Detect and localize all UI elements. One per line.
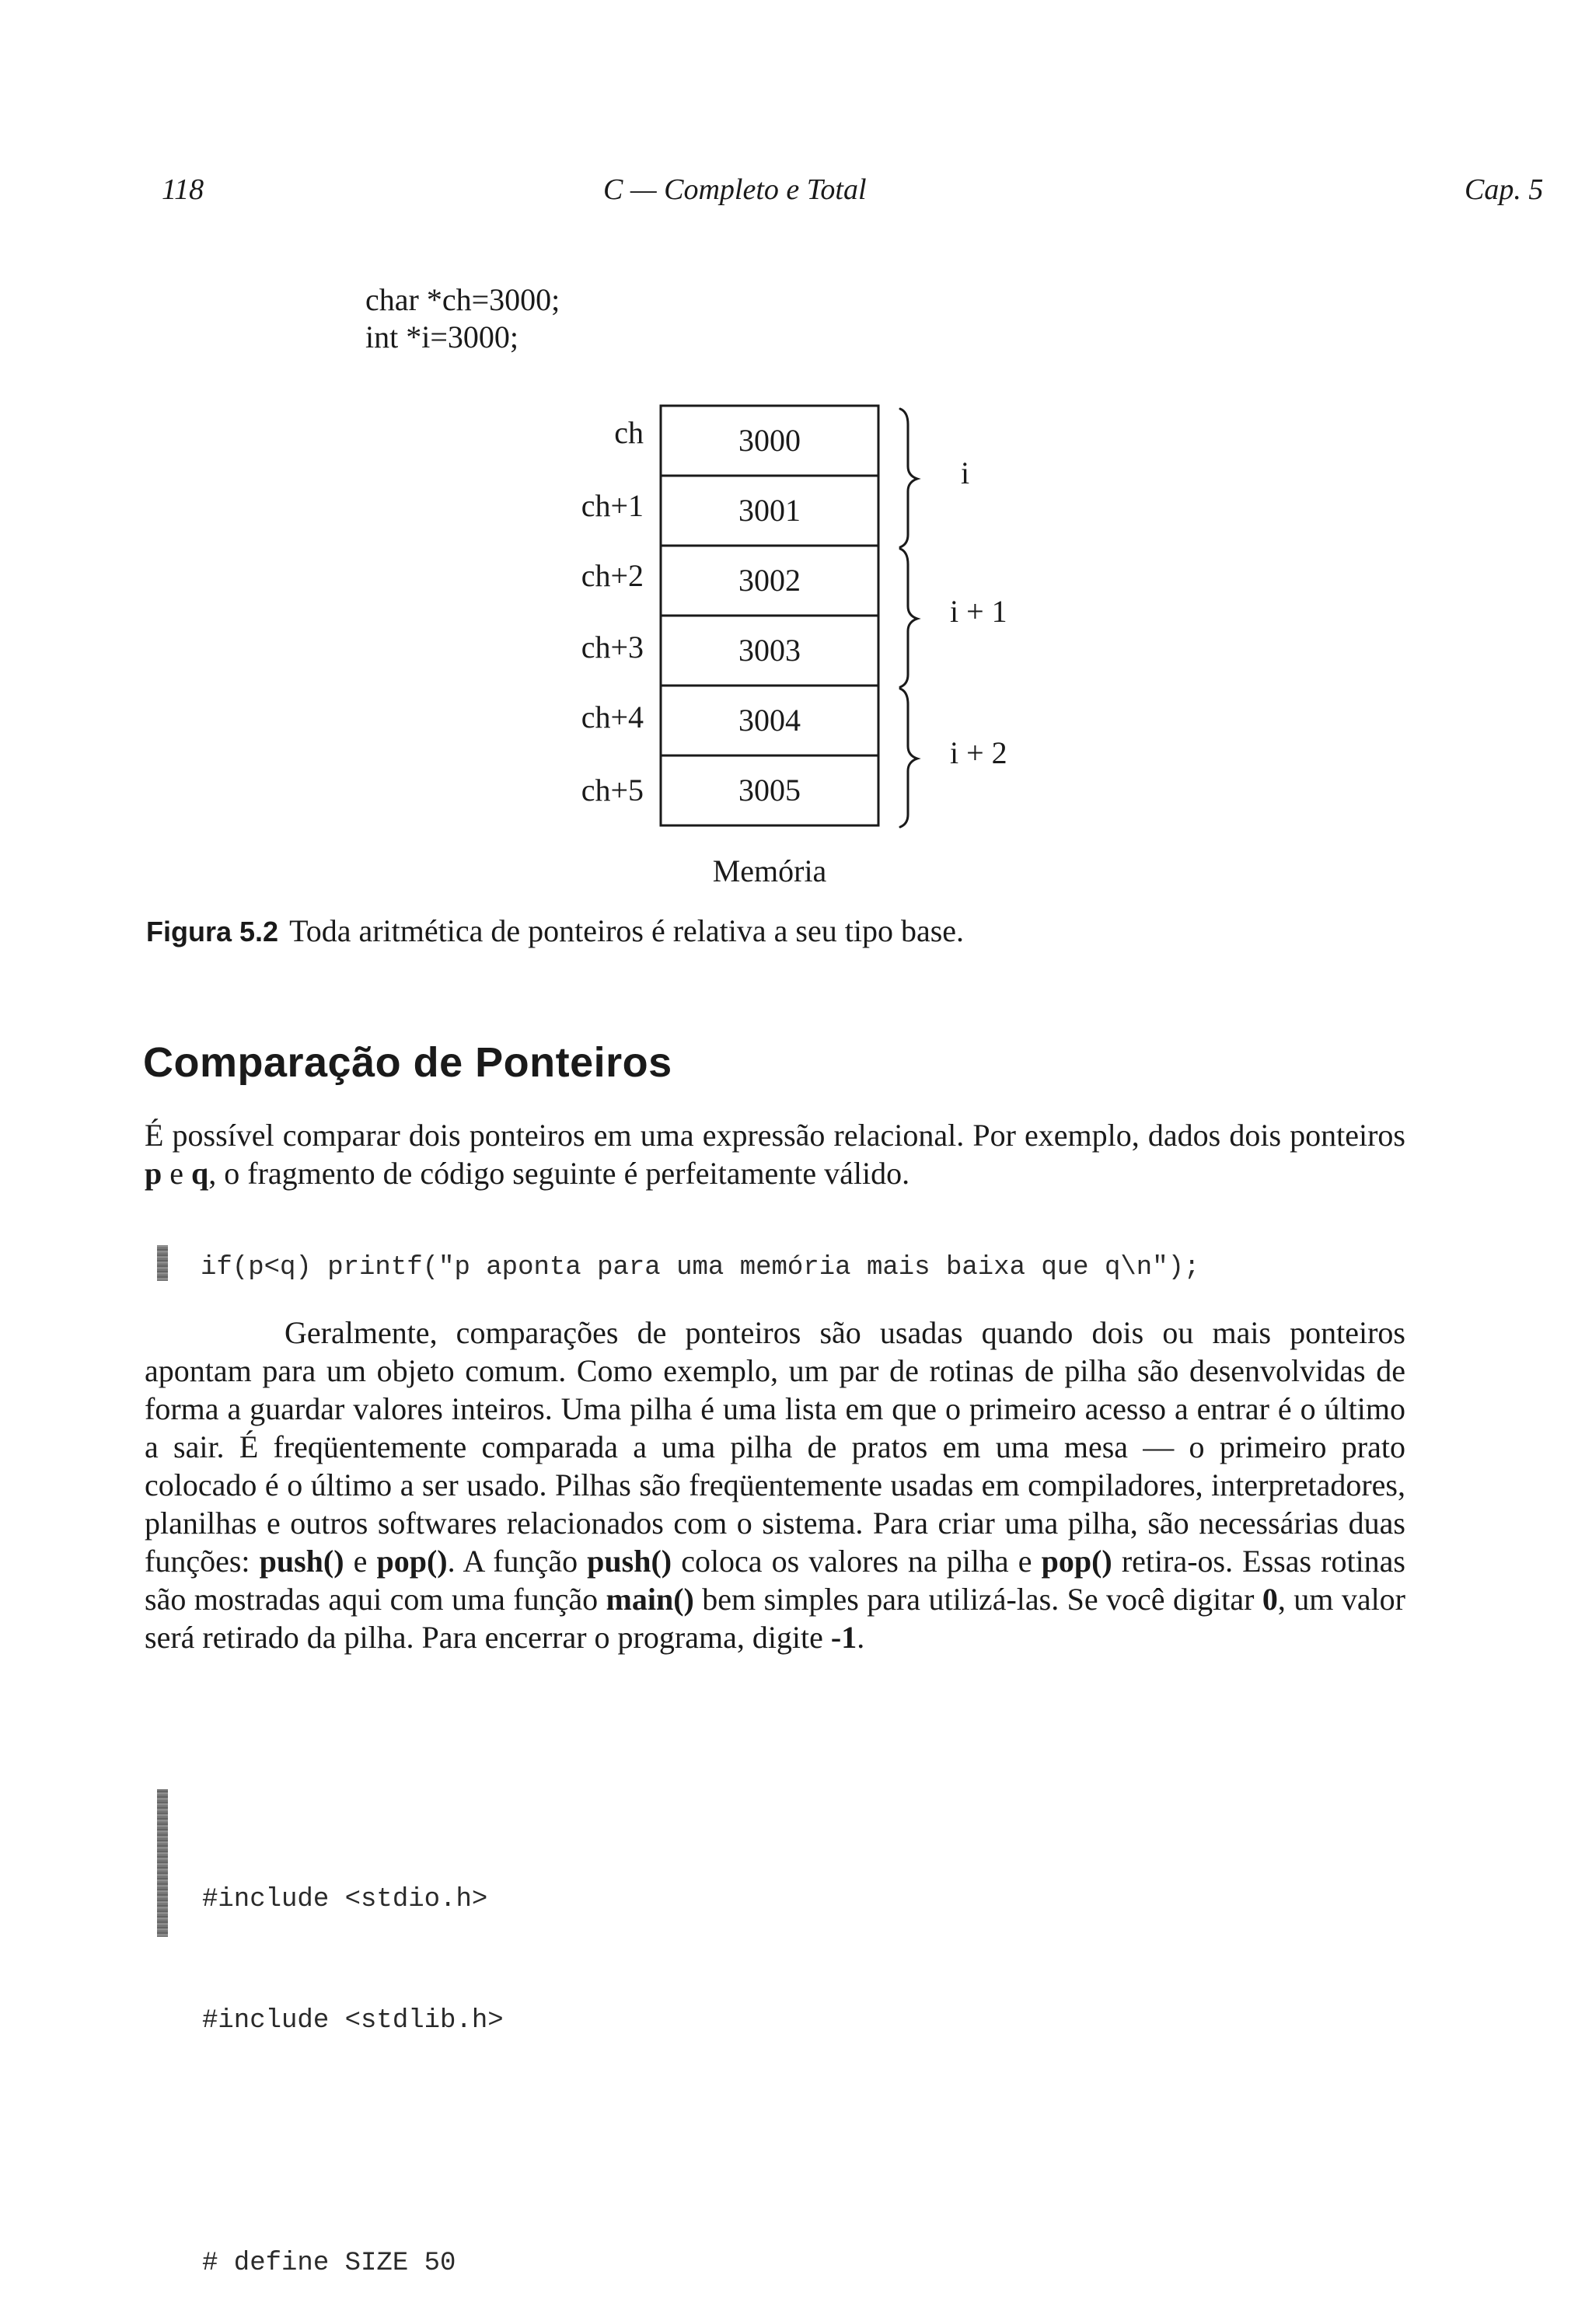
figure-number: Figura 5.2	[146, 916, 279, 947]
text-run: retira-os. Essas rotinas são mostradas aqui com uma função	[145, 1544, 1406, 1617]
text-run: coloca os valores na pilha e	[672, 1544, 1042, 1579]
cell-value: 3001	[738, 493, 801, 528]
row-label: ch+3	[581, 630, 644, 665]
memory-cells	[661, 406, 878, 825]
section-title: Comparação de Ponteiros	[143, 1039, 672, 1086]
group-label: i + 1	[950, 594, 1007, 629]
bold-term: 0	[1262, 1582, 1278, 1617]
code-marker	[157, 1245, 168, 1281]
text-run: , o fragmento de código seguinte é perfeitamente válido.	[208, 1156, 910, 1191]
code-line: # define SIZE 50	[202, 2249, 456, 2278]
brace-mark	[900, 549, 917, 687]
code-line: #include <stdio.h>	[202, 1885, 488, 1914]
bold-term: pop()	[1041, 1544, 1112, 1579]
text-run: e	[344, 1544, 377, 1579]
text-run: É possível comparar dois ponteiros em uma expressão relacional. Por exemplo, dados dois ponteiros	[145, 1118, 1405, 1153]
code-line	[202, 2122, 504, 2162]
brace-mark	[900, 689, 917, 827]
code-marker	[157, 1789, 168, 1937]
figure-caption-text: Toda aritmética de ponteiros é relativa a seu tipo base.	[289, 913, 965, 948]
running-header	[0, 173, 1592, 219]
cell-value: 3000	[738, 423, 801, 458]
text-run: e	[162, 1156, 192, 1191]
bold-term: main()	[606, 1582, 694, 1617]
memory-cell	[661, 616, 878, 686]
book-title: C — Completo e Total	[603, 173, 867, 206]
text-run: . A função	[447, 1544, 588, 1579]
row-label: ch+4	[581, 700, 644, 735]
memory-cell	[661, 546, 878, 616]
code-listing	[202, 1799, 504, 2324]
row-label: ch+1	[581, 488, 644, 523]
row-label: ch+2	[581, 558, 644, 593]
memory-cell	[661, 686, 878, 755]
memory-diagram	[0, 0, 1592, 902]
bold-term: push()	[587, 1544, 672, 1579]
cell-value: 3005	[738, 773, 801, 808]
memory-cell	[661, 476, 878, 546]
memory-label: Memória	[712, 853, 827, 888]
figure-caption	[146, 913, 964, 949]
group-label: i	[961, 455, 970, 490]
text-run: Geralmente, comparações de ponteiros são usadas quando dois ou mais ponteiros apontam para um objeto comum. Como exemplo, um par de rotinas de pilha são desenvolvidas de forma a guardar valores inteiros. Uma pilha é uma lista em que o primeiro acesso a entrar é o último a sair. É freqüentemente comparada a uma pilha de pratos em uma mesa — o primeiro prato colocado é o último a ser usado. Pilhas são freqüentemente usadas em compiladores, interpretadores, planilhas e outros softwares relacionados com o sistema. Para criar uma pilha, são necessárias duas funções:	[145, 1315, 1405, 1579]
paragraph	[145, 1116, 1405, 1192]
text-run: , um valor será retirado da pilha. Para encerrar o programa, digite	[145, 1582, 1406, 1655]
bold-term: push()	[259, 1544, 344, 1579]
row-label: ch+5	[581, 773, 644, 808]
group-label: i + 2	[950, 735, 1007, 770]
memory-cell	[661, 406, 878, 476]
brace-marks	[900, 409, 917, 827]
bold-term: -1	[830, 1620, 857, 1655]
page-number: 118	[162, 173, 204, 206]
pointer-declarations	[365, 281, 560, 356]
declaration-line: int *i=3000;	[365, 319, 519, 354]
declaration-line: char *ch=3000;	[365, 282, 560, 317]
code-line: #include <stdlib.h>	[202, 2006, 504, 2036]
bold-term: q	[191, 1156, 209, 1191]
paragraph	[145, 1314, 1405, 1656]
text-run: bem simples para utilizá-las. Se você digitar	[693, 1582, 1262, 1617]
cell-value: 3002	[738, 563, 801, 598]
text-run: .	[857, 1620, 865, 1655]
chapter-label: Cap. 5	[1465, 173, 1544, 206]
row-label: ch	[614, 415, 644, 450]
cell-value: 3003	[738, 633, 801, 668]
memory-cell	[661, 755, 878, 825]
cell-value: 3004	[738, 703, 801, 738]
code-fragment: if(p<q) printf("p aponta para uma memória mais baixa que q\n");	[201, 1253, 1200, 1282]
bold-term: p	[145, 1156, 162, 1191]
brace-mark	[900, 409, 917, 547]
bold-term: pop()	[376, 1544, 448, 1579]
